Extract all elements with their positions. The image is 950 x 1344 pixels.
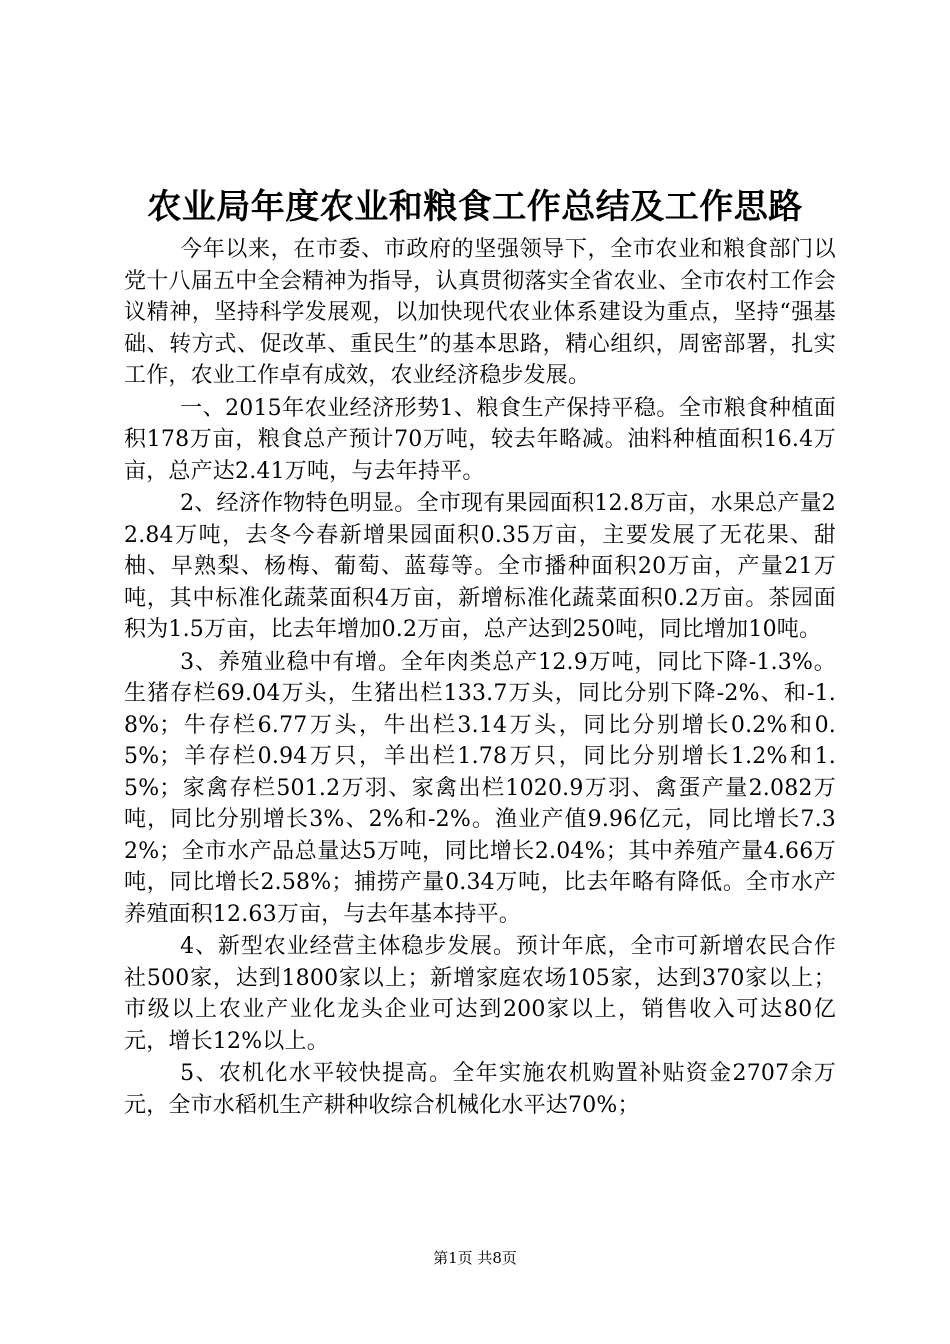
paragraph-grain-production: 一、2015年农业经济形势1、粮食生产保持平稳。全市粮食种植面积178万亩，粮食总产预计70万吨，较去年略减。油料种植面积16.4万亩，总产达2.41万吨，与去年持平。: [124, 395, 836, 484]
paragraph-mechanization: 5、农机化水平较快提高。全年实施农机购置补贴资金2707余万元，全市水稻机生产耕种收综合机械化水平达70%；: [124, 1061, 836, 1118]
document-body: [124, 234, 836, 1121]
paragraph-intro: 今年以来，在市委、市政府的坚强领导下，全市农业和粮食部门以党十八届五中全会精神为指导，认真贯彻落实全省农业、全市农村工作会议精神，坚持科学发展观，以加快现代农业体系建设为重点，坚持“强基础、转方式、促改革、重民生”的基本思路，精心组织，周密部署，扎实工作，农业工作卓有成效，农业经济稳步发展。: [124, 237, 836, 388]
paragraph-cash-crops: 2、经济作物特色明显。全市现有果园面积12.8万亩，水果总产量22.84万吨，去冬今春新增果园面积0.35万亩，主要发展了无花果、甜柚、早熟梨、杨梅、葡萄、蓝莓等。全市播种面积20万亩，产量21万吨，其中标准化蔬菜面积4万亩，新增标准化蔬菜面积0.2万亩。茶园面积为1.5万亩，比去年增加0.2万亩，总产达到250吨，同比增加10吨。: [124, 491, 836, 642]
document-title: 农业局年度农业和粮食工作总结及工作思路: [147, 187, 803, 227]
page-number-footer: 第1页 共8页: [433, 1249, 517, 1267]
paragraph-livestock: 3、养殖业稳中有增。全年肉类总产12.9万吨，同比下降-1.3%。生猪存栏69.04万头，生猪出栏133.7万头，同比分别下降-2%、和-1.8%；牛存栏6.77万头，牛出栏3.14万头，同比分别增长0.2%和0.5%；羊存栏0.94万只，羊出栏1.78万只，同比分别增长1.2%和1.5%；家禽存栏501.2万羽、家禽出栏1020.9万羽、禽蛋产量2.082万吨，同比分别增长3%、2%和-2%。渔业产值9.96亿元，同比增长7.32%；全市水产品总量达5万吨，同比增长2.04%；其中养殖产量4.66万吨，同比增长2.58%；捕捞产量0.34万吨，比去年略有降低。全市水产养殖面积12.63万亩，与去年基本持平。: [124, 649, 836, 927]
paragraph-business-entities: 4、新型农业经营主体稳步发展。预计年底，全市可新增农民合作社500家，达到1800家以上；新增家庭农场105家，达到370家以上；市级以上农业产业化龙头企业可达到200家以上，销售收入可达80亿元，增长12%以上。: [124, 934, 836, 1054]
